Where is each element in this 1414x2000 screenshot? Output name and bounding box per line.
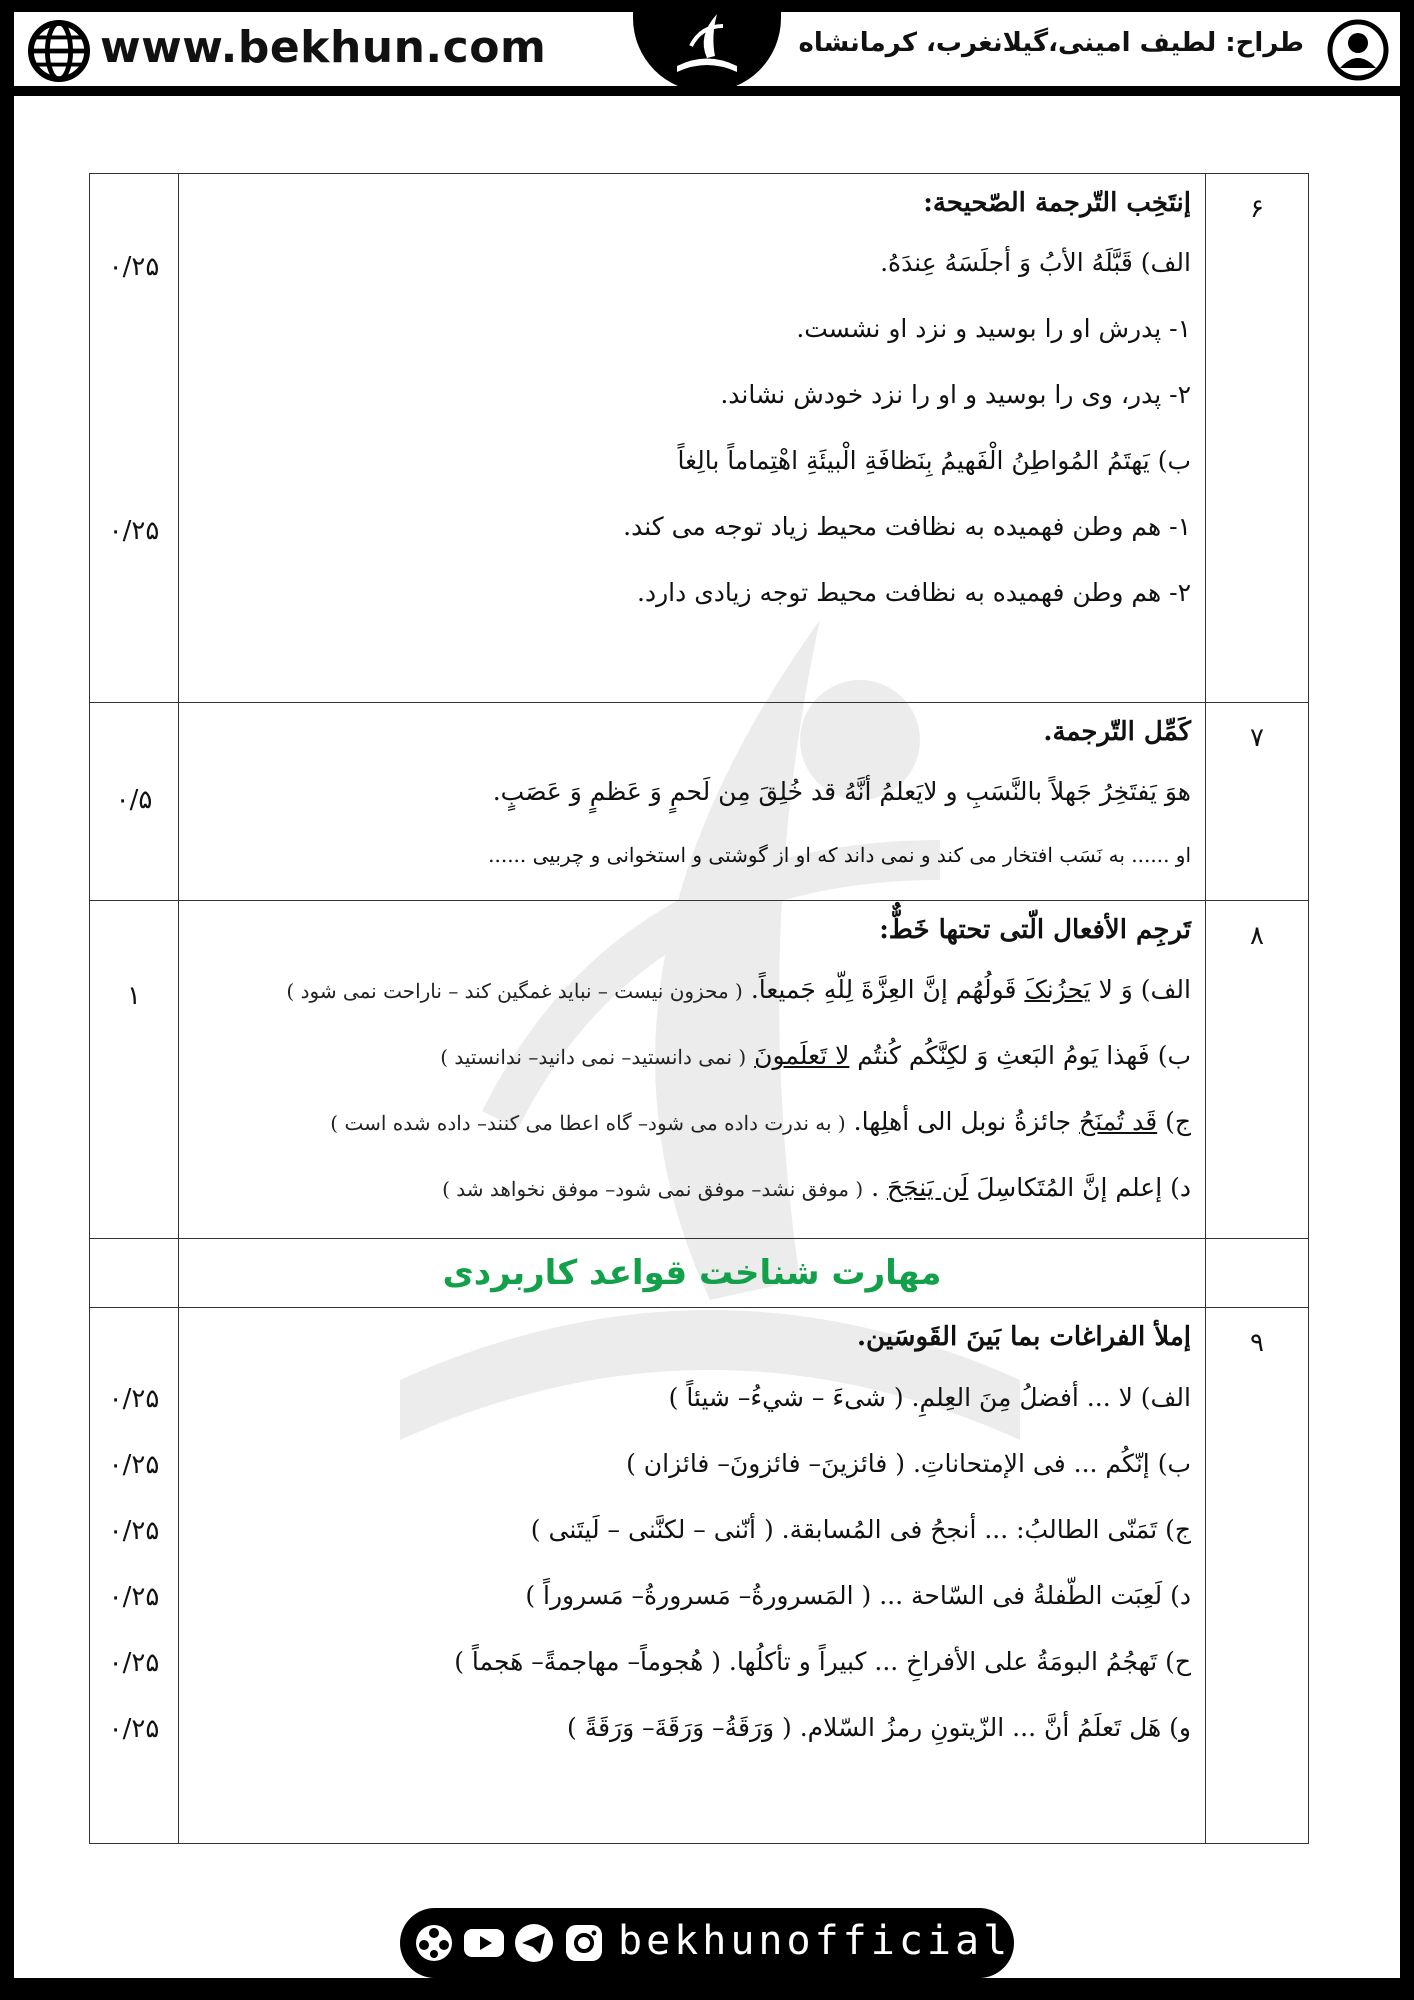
header-bar — [0, 0, 1414, 96]
item-rest: قَولُهُم إنَّ العِزَّةَ لِلّهِ جَمیعاً. — [750, 975, 1025, 1005]
question-row — [90, 703, 1309, 901]
item-prefix: د) إعلم إنَّ المُتَکاسِلَ — [968, 1173, 1191, 1203]
question-content — [179, 703, 1206, 901]
empty-cell — [1206, 1239, 1309, 1308]
score-cell — [90, 901, 179, 1239]
score-value: ۰/۲۵ — [108, 516, 160, 546]
question-line: د) لَعِبَت الطّفلةُ فی السّاحة ... ( المَسرورةُ– مَسرورةُ– مَسروراً ) — [525, 1580, 1191, 1610]
score-value: ۰/۲۵ — [108, 1648, 160, 1679]
social-icons — [412, 1921, 606, 1965]
designer-credit: طراح: لطیف امینی،گیلانغرب، کرمانشاه — [798, 28, 1304, 58]
item-options: ( نمی دانستید– نمی دانید– ندانستید ) — [440, 1045, 747, 1070]
aparat-icon[interactable] — [412, 1921, 456, 1965]
question-row — [90, 901, 1309, 1239]
question-number: ۷ — [1206, 703, 1309, 901]
score-value: ۰/۲۵ — [108, 1450, 160, 1481]
site-url[interactable]: www.bekhun.com — [100, 22, 547, 73]
question-item — [193, 964, 1191, 1030]
score-value: ۰/۲۵ — [108, 252, 160, 282]
question-line: و) هَل تَعلَمُ أنَّ ... الزّیتونِ رمزُ السّلام. ( وَرَقَةُ– وَرَقَةَ– وَرَقَةً ) — [567, 1712, 1191, 1742]
score-value: ۰/۲۵ — [108, 1582, 160, 1613]
exam-table — [89, 173, 1309, 1844]
answer-option: ۲- هم وطن فهمیده به نظافت محیط توجه زیادی دارد. — [637, 578, 1191, 608]
question-line: ب) إنّکُم ... فی الإمتحاناتِ. ( فائزینَ– فائزونَ– فائزان ) — [626, 1448, 1191, 1478]
answer-option: ۱- پدرش او را بوسید و نزد او نشست. — [796, 314, 1191, 344]
score-value: ۰/۲۵ — [108, 1714, 160, 1745]
telegram-icon[interactable] — [512, 1921, 556, 1965]
question-content — [179, 1308, 1206, 1844]
question-title: کَمِّل التّرجمة. — [1043, 717, 1191, 747]
question-title: إنتَخِب التّرجمة الصّحیحة: — [923, 188, 1191, 218]
question-title: تَرجِم الأفعال الّتی تحتها خَطٌّ: — [879, 915, 1191, 946]
score-cell — [90, 1308, 179, 1844]
question-line: ج) تَمَنّی الطالبُ: ... أنجحُ فی المُسابقة. ( أنّنی – لکنَّنی – لَیتَنی ) — [530, 1514, 1191, 1544]
arabic-sentence: هوَ یَفتَخِرُ جَهلاً بالنَّسَبِ و لایَعلمُ أنَّهُ قد خُلِقَ مِن لَحمٍ وَ عَظمٍ وَ عَصَبٍ. — [492, 777, 1191, 807]
persian-translation: او ...... به نَسَب افتخار می کند و نمی داند که او از گوشتی و استخوانی و چربیی ...... — [488, 843, 1191, 868]
item-rest: جائزةُ نوبل الی أهلِها. — [853, 1107, 1080, 1137]
item-options: ( موفق نشد– موفق نمی شود– موفق نخواهد شد ) — [442, 1177, 864, 1202]
youtube-icon[interactable] — [462, 1921, 506, 1965]
footer-handle[interactable]: bekhunofficial — [618, 1918, 1012, 1964]
question-item — [193, 1096, 1191, 1162]
question-line: الف) لا ... أفضلُ مِنَ العِلمِ. ( شیءَ – شيءُ– شیئاً ) — [668, 1382, 1191, 1412]
underlined-verb: یَحزُنکَ — [1024, 975, 1091, 1005]
section-title: مهارت شناخت قواعد کاربردی — [179, 1239, 1206, 1308]
question-line: ب) یَهتَمُ المُواطِنُ الْفَهیمُ بِنَظافَةِ الْبیئَةِ اهْتِماماً بالِغاً — [677, 446, 1191, 476]
question-number: ۶ — [1206, 174, 1309, 703]
score-value: ۱ — [127, 981, 141, 1012]
question-number: ۹ — [1206, 1308, 1309, 1844]
question-line: ح) تَهجُمُ البومَةُ علی الأفراخِ ... کبیراً و تأکلُها. ( هُجوماً– مهاجمةً– هَجماً ) — [454, 1646, 1191, 1676]
item-prefix: ب) فَهذا یَومُ البَعثِ وَ لکِنَّکُم کُنتُم — [849, 1041, 1191, 1071]
item-rest: . — [871, 1173, 887, 1203]
item-prefix: ج) — [1157, 1107, 1191, 1137]
question-title: إملأ الفراغات بما بَینَ القَوسَین. — [856, 1322, 1191, 1353]
score-value: ۰/۲۵ — [108, 1516, 160, 1547]
question-line: الف) قَبَّلَهُ الأبُ وَ أجلَسَهُ عِندَهُ. — [880, 248, 1191, 278]
score-value: ۰/۲۵ — [108, 1384, 160, 1415]
empty-cell — [90, 1239, 179, 1308]
question-row — [90, 174, 1309, 703]
underlined-verb: لَن یَنجَحَ — [887, 1173, 969, 1203]
question-number: ۸ — [1206, 901, 1309, 1239]
question-content — [179, 174, 1206, 703]
section-row — [90, 1239, 1309, 1308]
question-row — [90, 1308, 1309, 1844]
footer-bar — [400, 1908, 1014, 1978]
globe-icon — [28, 20, 90, 82]
question-item — [193, 1030, 1191, 1096]
user-icon — [1326, 18, 1390, 82]
book-logo-icon — [667, 6, 747, 86]
item-prefix: الف) وَ لا — [1090, 975, 1191, 1005]
question-content — [179, 901, 1206, 1239]
instagram-icon[interactable] — [562, 1921, 606, 1965]
underlined-verb: قَد تُمنَحُ — [1079, 1107, 1158, 1137]
underlined-verb: لا تَعلَمونَ — [754, 1041, 850, 1071]
score-value: ۰/۵ — [115, 785, 153, 815]
score-cell — [90, 703, 179, 901]
item-options: ( به ندرت داده می شود– گاه اعطا می کنند– داده شده است ) — [330, 1111, 846, 1136]
item-options: ( محزون نیست – نباید غمگین کند – ناراحت نمی شود ) — [286, 979, 743, 1004]
answer-option: ۲- پدر، وی را بوسید و او را نزد خودش نشاند. — [720, 380, 1191, 410]
score-cell — [90, 174, 179, 703]
question-item — [193, 1162, 1191, 1228]
answer-option: ۱- هم وطن فهمیده به نظافت محیط زیاد توجه می کند. — [623, 512, 1191, 542]
